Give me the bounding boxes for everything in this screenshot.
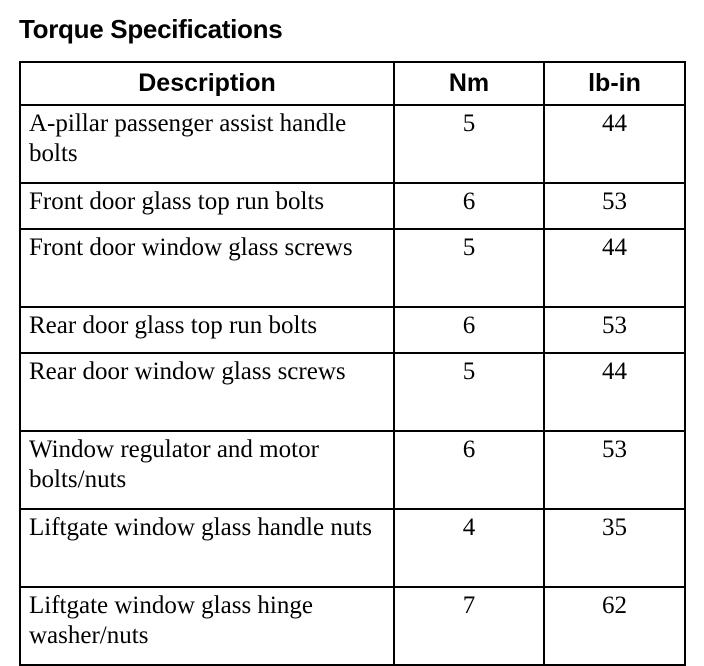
table-row bbox=[20, 307, 685, 353]
row-lbin: 62 bbox=[544, 587, 685, 665]
row-lbin: 44 bbox=[544, 229, 685, 307]
table-row bbox=[20, 587, 685, 665]
row-lbin: 53 bbox=[544, 431, 685, 509]
table-row bbox=[20, 183, 685, 229]
row-nm: 6 bbox=[394, 183, 544, 229]
row-nm: 6 bbox=[394, 431, 544, 509]
table-row bbox=[20, 509, 685, 587]
row-description: Front door window glass screws bbox=[20, 229, 394, 307]
page-title: Torque Specifications bbox=[19, 14, 283, 44]
row-nm: 5 bbox=[394, 229, 544, 307]
row-nm: 5 bbox=[394, 105, 544, 183]
row-nm: 4 bbox=[394, 509, 544, 587]
torque-spec-table bbox=[19, 61, 686, 666]
row-description: Liftgate window glass handle nuts bbox=[20, 509, 394, 587]
row-nm: 7 bbox=[394, 587, 544, 665]
row-lbin: 53 bbox=[544, 183, 685, 229]
row-lbin: 44 bbox=[544, 105, 685, 183]
row-description: Rear door glass top run bolts bbox=[20, 307, 394, 353]
row-lbin: 44 bbox=[544, 353, 685, 431]
table-header-row bbox=[20, 62, 685, 105]
column-header-lbin: lb-in bbox=[544, 62, 685, 105]
row-nm: 5 bbox=[394, 353, 544, 431]
row-description: Liftgate window glass hinge washer/nuts bbox=[20, 587, 394, 665]
table-row bbox=[20, 105, 685, 183]
column-header-nm: Nm bbox=[394, 62, 544, 105]
row-lbin: 53 bbox=[544, 307, 685, 353]
row-lbin: 35 bbox=[544, 509, 685, 587]
table-row bbox=[20, 431, 685, 509]
table-row bbox=[20, 229, 685, 307]
row-description: Window regulator and motor bolts/nuts bbox=[20, 431, 394, 509]
row-description: Front door glass top run bolts bbox=[20, 183, 394, 229]
row-description: Rear door window glass screws bbox=[20, 353, 394, 431]
row-description: A-pillar passenger assist handle bolts bbox=[20, 105, 394, 183]
column-header-description: Description bbox=[20, 62, 394, 105]
table-row bbox=[20, 353, 685, 431]
row-nm: 6 bbox=[394, 307, 544, 353]
